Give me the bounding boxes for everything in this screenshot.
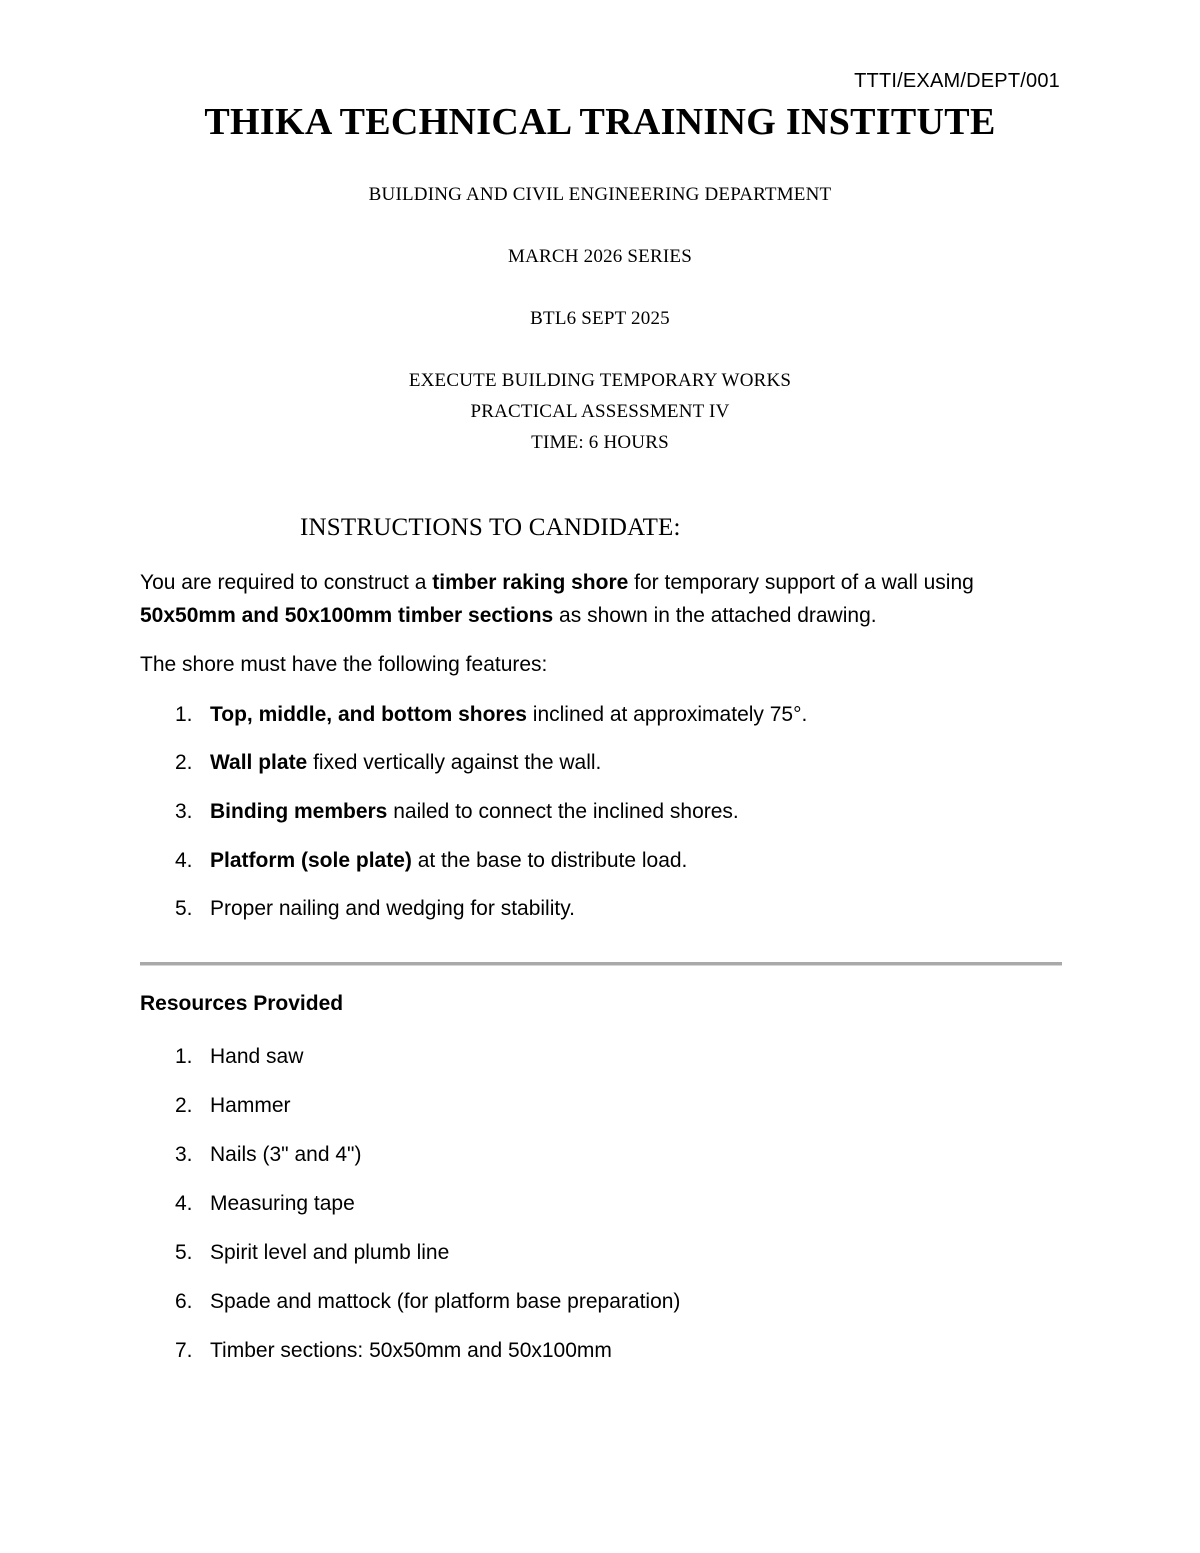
feature-bold: Platform (sole plate) [210,849,412,872]
list-number: 5. [175,1241,193,1264]
instructions-intro [140,566,1060,632]
resource-text: Nails (3" and 4") [210,1143,362,1166]
list-number: 2. [175,1094,193,1117]
resource-text: Hammer [210,1094,291,1117]
list-number: 4. [175,849,193,872]
section-divider [140,962,1062,966]
intro-text-3: as shown in the attached drawing. [553,604,877,627]
intro-bold-2: 50x50mm and 50x100mm timber sections [140,604,554,627]
institute-title: THIKA TECHNICAL TRAINING INSTITUTE [204,101,996,143]
list-number: 1. [175,703,193,726]
document-reference: TTTI/EXAM/DEPT/001 [854,70,1060,92]
feature-bold: Top, middle, and bottom shores [210,703,527,726]
list-number: 6. [175,1290,193,1313]
list-number: 3. [175,800,193,823]
list-number: 1. [175,1045,193,1068]
resource-text: Timber sections: 50x50mm and 50x100mm [210,1339,612,1362]
feature-text: Proper nailing and wedging for stability. [210,897,575,920]
resource-text: Measuring tape [210,1192,355,1215]
feature-bold: Binding members [210,800,388,823]
resource-text: Hand saw [210,1045,304,1068]
feature-text: fixed vertically against the wall. [307,751,602,774]
resource-text: Spade and mattock (for platform base preparation) [210,1290,681,1313]
resources-heading: Resources Provided [140,992,344,1015]
department-heading: BUILDING AND CIVIL ENGINEERING DEPARTMENT [368,184,832,205]
list-number: 2. [175,751,193,774]
feature-text: inclined at approximately 75°. [526,703,808,726]
features-lead: The shore must have the following features: [140,653,548,676]
class-heading: BTL6 SEPT 2025 [530,308,670,329]
list-number: 4. [175,1192,193,1215]
feature-text: nailed to connect the inclined shores. [387,800,739,823]
unit-heading: EXECUTE BUILDING TEMPORARY WORKS [408,370,792,391]
instructions-heading: INSTRUCTIONS TO CANDIDATE: [300,514,681,541]
intro-text-1: You are required to construct a [140,571,433,594]
feature-text: at the base to distribute load. [411,849,688,872]
resource-text: Spirit level and plumb line [210,1241,450,1264]
time-heading: TIME: 6 HOURS [531,432,669,453]
list-number: 3. [175,1143,193,1166]
series-heading: MARCH 2026 SERIES [508,246,692,267]
intro-text-2: for temporary support of a wall using [628,571,974,594]
feature-bold: Wall plate [210,751,308,774]
list-number: 5. [175,897,193,920]
intro-bold-1: timber raking shore [432,571,629,594]
list-number: 7. [175,1339,193,1362]
assessment-heading: PRACTICAL ASSESSMENT IV [470,401,730,422]
